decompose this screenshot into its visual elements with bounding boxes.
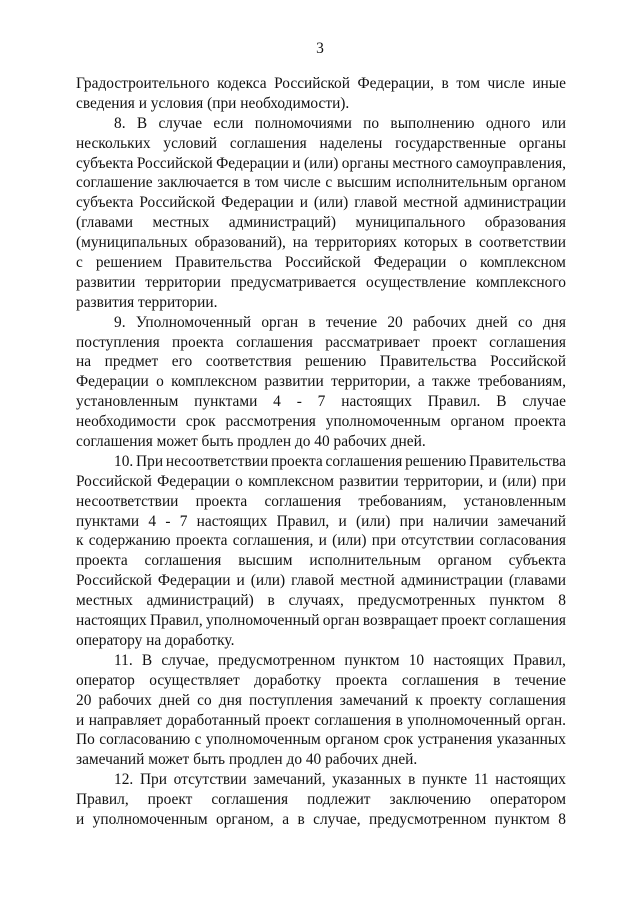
text-line: оператору на доработку.: [76, 631, 235, 649]
page-number: 3: [316, 40, 324, 57]
text-line: местных администраций) в случаях, предусмотренных пунктом 8: [76, 592, 566, 610]
text-line: настоящих Правил, уполномоченный орган возвращает проект соглашения: [76, 612, 566, 630]
text-line: Градостроительного кодекса Российской Федерации, в том числе иные: [76, 75, 566, 92]
text-line: 10. При несоответствии проекта соглашения решению Правительства: [114, 452, 566, 470]
text-line: Правил, проект соглашения подлежит заключению оператором: [76, 791, 566, 809]
text-line: (муниципальных образований), на территориях которых в соответствии: [76, 234, 566, 252]
text-line: Федерации о комплексном развитии территории, а также требованиям,: [76, 373, 566, 391]
text-line: необходимости срок рассмотрения уполномоченным органом проекта: [76, 413, 566, 431]
text-line: пунктами 4 - 7 настоящих Правил, и (или) при наличии замечаний: [76, 512, 566, 530]
text-line: 8. В случае если полномочиями по выполнению одного или: [114, 114, 566, 132]
text-line: 11. В случае, предусмотренном пунктом 10 настоящих Правил,: [114, 651, 566, 669]
text-line: По согласованию с уполномоченным органом срок устранения указанных: [76, 731, 566, 749]
text-line: с решением Правительства Российской Федерации о комплексном: [76, 254, 566, 272]
text-line: на предмет его соответствия решению Правительства Российской: [76, 353, 566, 371]
text-line: субъекта Российской Федерации и (или) главой местной администрации: [76, 194, 566, 212]
text-line: 12. При отсутствии замечаний, указанных в пункте 11 настоящих: [114, 771, 566, 789]
text-line: сведения и условия (при необходимости).: [76, 94, 350, 112]
document-body: [76, 74, 566, 830]
text-line: развития территории.: [76, 293, 218, 311]
text-line: и уполномоченным органом, а в случае, предусмотренном пунктом 8: [76, 810, 566, 828]
text-line: Российской Федерации и (или) главой местной администрации (главами: [76, 572, 566, 590]
text-line: соглашение заключается в том числе с высшим исполнительным органом: [76, 174, 566, 192]
text-line: 9. Уполномоченный орган в течение 20 рабочих дней со дня: [114, 313, 566, 331]
text-line: субъекта Российской Федерации и (или) органы местного самоуправления,: [76, 154, 566, 172]
text-line: нескольких условий соглашения наделены государственные органы: [76, 134, 566, 152]
text-line: Российской Федерации о комплексном развитии территории, и (или) при: [76, 472, 566, 490]
text-line: оператор осуществляет доработку проекта соглашения в течение: [76, 671, 566, 689]
text-line: 20 рабочих дней со дня поступления замечаний к проекту соглашения: [76, 691, 566, 709]
text-line: и направляет доработанный проект соглашения в уполномоченный орган.: [76, 711, 566, 729]
text-line: замечаний может быть продлен до 40 рабочих дней.: [76, 751, 418, 769]
text-line: (главами местных администраций) муниципального образования: [76, 214, 566, 232]
text-line: соглашения может быть продлен до 40 рабочих дней.: [76, 433, 426, 451]
text-line: проекта соглашения высшим исполнительным органом субъекта: [76, 552, 566, 570]
text-line: развитии территории предусматривается осуществление комплексного: [76, 273, 566, 291]
text-line: установленным пунктами 4 - 7 настоящих Правил. В случае: [76, 393, 566, 411]
text-line: к содержанию проекта соглашения, и (или) при отсутствии согласования: [76, 532, 566, 550]
text-line: несоответствии проекта соглашения требованиям, установленным: [76, 492, 566, 510]
text-line: поступления проекта соглашения рассматривает проект соглашения: [76, 333, 566, 351]
